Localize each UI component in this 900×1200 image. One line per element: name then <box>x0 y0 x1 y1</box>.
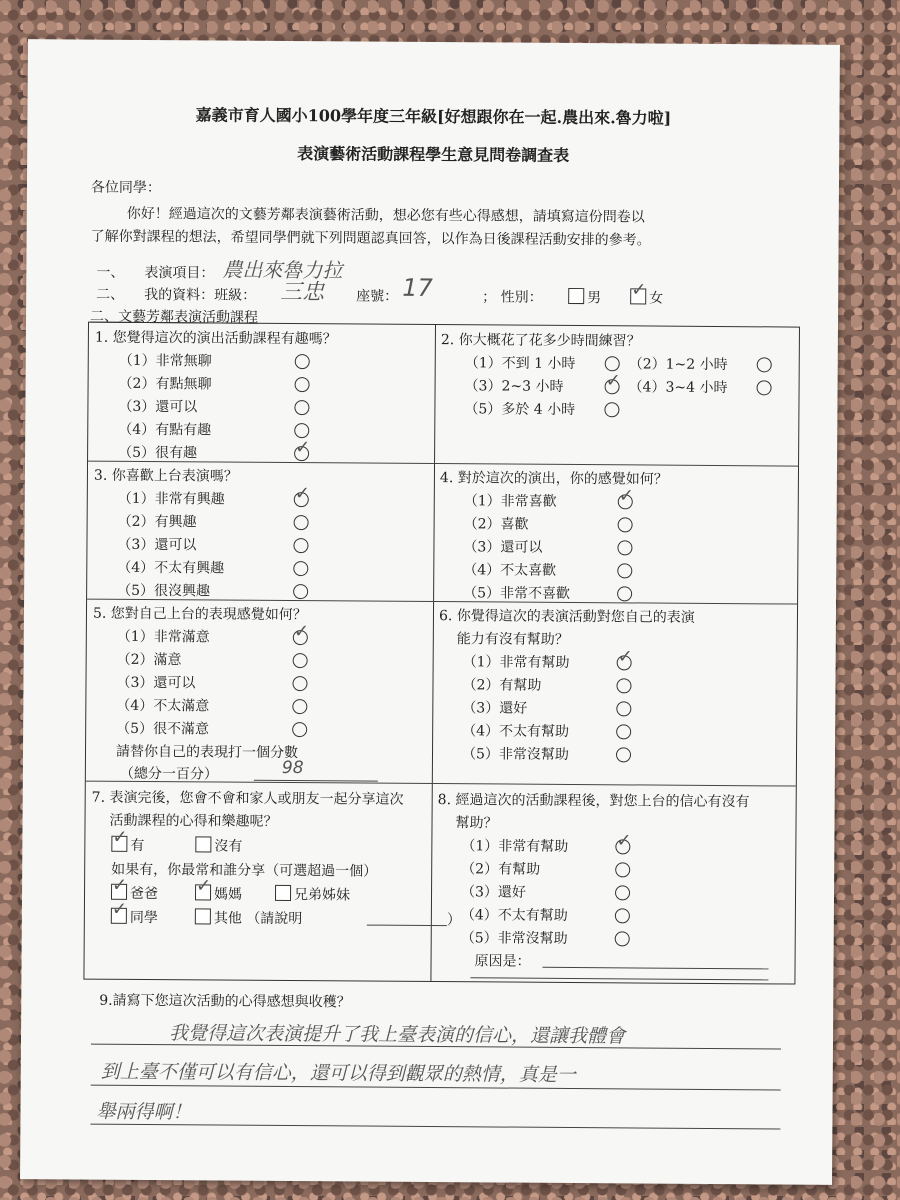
q4-option-3: （3）還可以 <box>463 539 543 556</box>
q1-radio-4[interactable] <box>294 423 309 438</box>
q1-option-1: （1）非常無聊 <box>118 352 212 370</box>
q5-option-3: （3）還可以 <box>116 674 196 692</box>
q4-option-5: （5）非常不喜歡 <box>463 585 571 602</box>
q5-radio-5[interactable] <box>292 722 307 737</box>
q1-radio-2[interactable] <box>295 377 310 392</box>
q2-radio-2[interactable] <box>757 357 772 372</box>
q8-radio-5[interactable] <box>615 931 630 946</box>
male-checkbox[interactable] <box>568 288 584 304</box>
title-line-2: 表演藝術活動課程學生意見問卷調查表 <box>297 144 570 165</box>
q4-question: 4. 對於這次的演出，你的感覺如何？ <box>439 470 668 488</box>
q3-radio-2[interactable] <box>294 515 309 530</box>
q7-other-option[interactable] <box>195 907 303 928</box>
q2-question: 2. 你大概花了花多少時間練習？ <box>440 332 641 350</box>
q5-radio-1[interactable] <box>293 630 308 645</box>
q2-radio-1[interactable] <box>605 356 620 371</box>
q8-option-3: （3）還好 <box>460 884 527 901</box>
section1-label: 表演項目： <box>144 264 215 282</box>
q7-share-prompt: 如果有，你最常和誰分享（可選超過一個） <box>111 861 378 880</box>
q1-radio-3[interactable] <box>294 400 309 415</box>
q5-radio-2[interactable] <box>293 653 308 668</box>
q8-option-5: （5）非常沒幫助 <box>460 930 568 947</box>
q2-option-5: （5）多於 4 小時 <box>464 401 576 419</box>
section3-title: 二、文藝芳鄰表演活動課程 <box>89 308 259 326</box>
q3-radio-1[interactable] <box>294 492 309 507</box>
q4-option-1: （1）非常喜歡 <box>463 493 557 510</box>
q7-mom-label: 媽媽 <box>213 886 243 903</box>
q7-no-option[interactable] <box>195 835 242 855</box>
q6-option-2: （2）有幫助 <box>462 677 542 694</box>
q3-question: 3. 你喜歡上台表演嗎？ <box>93 467 238 485</box>
performance-item-value: 農出來魯力拉 <box>222 257 343 283</box>
q9-answer-line-3 <box>90 1124 780 1130</box>
q3-option-5: （5）很沒興趣 <box>117 582 211 600</box>
q9-answer-text-3[interactable]: 舉兩得啊！ <box>96 1100 192 1124</box>
q8-radio-4[interactable] <box>615 908 630 923</box>
q7-cell <box>84 781 461 981</box>
survey-sheet <box>20 39 840 1185</box>
q5-radio-3[interactable] <box>292 676 307 691</box>
q5-score-prompt: 請替你自己的表現打一個分數 <box>115 743 299 762</box>
q7-yes-checkbox[interactable] <box>111 836 127 852</box>
q7-question-line-2: 活動課程的心得和樂趣呢？ <box>109 812 278 830</box>
q6-radio-4[interactable] <box>616 724 631 739</box>
q3-radio-4[interactable] <box>293 561 308 576</box>
q2-radio-5[interactable] <box>604 402 619 417</box>
q4-option-2: （2）喜歡 <box>463 516 529 533</box>
q7-dad-label: 爸爸 <box>129 885 159 903</box>
q1-radio-5[interactable] <box>294 446 309 461</box>
q3-option-3: （3）還可以 <box>117 536 197 554</box>
q7-mom-option[interactable] <box>195 883 242 903</box>
female-label: 女 <box>649 290 664 307</box>
male-label: 男 <box>587 290 602 307</box>
section2-label: 我的資料：班級： <box>144 286 257 304</box>
q8-reason-line-2[interactable] <box>470 977 768 980</box>
seat-value: 17 <box>402 273 433 303</box>
q2-option-2: （2）1~2 小時 <box>628 356 728 374</box>
q5-option-5: （5）很不滿意 <box>116 720 210 738</box>
q8-question-line-1: 8. 經過這次的活動課程後，對您上台的信心有沒有 <box>437 792 750 811</box>
q7-classmates-checkbox[interactable] <box>111 908 127 924</box>
q3-option-4: （4）不太有興趣 <box>117 559 225 577</box>
q4-radio-3[interactable] <box>617 540 632 555</box>
q7-mom-checkbox[interactable] <box>195 884 211 900</box>
q2-radio-4[interactable] <box>757 380 772 395</box>
q4-radio-5[interactable] <box>617 586 632 601</box>
q5-radio-4[interactable] <box>292 699 307 714</box>
q5-question: 5. 您對自己上台的表現感覺如何？ <box>92 605 307 624</box>
q4-option-4: （4）不太喜歡 <box>463 562 557 579</box>
q7-classmates-option[interactable] <box>111 907 158 927</box>
class-value: 三忠 <box>280 279 325 306</box>
section1-num: 一、 <box>96 264 125 281</box>
q5-option-1: （1）非常滿意 <box>116 628 210 646</box>
female-checkbox[interactable] <box>630 288 646 304</box>
q9-question: 9.請寫下您這次活動的心得感想與收穫？ <box>99 992 351 1011</box>
q6-radio-1[interactable] <box>617 655 632 670</box>
q2-cell <box>434 325 799 466</box>
q8-option-4: （4）不太有幫助 <box>460 907 568 924</box>
q7-yes-label: 有 <box>130 837 145 855</box>
q4-radio-2[interactable] <box>618 517 633 532</box>
seat-label: 座號： <box>356 288 399 305</box>
q1-option-4: （4）有點有趣 <box>118 421 212 439</box>
intro-line-2: 了解你對課程的想法，希望同學們就下列問題認真回答，以作為日後課程活動安排的參考。 <box>90 228 651 249</box>
q6-question-line-1: 6. 你覺得這次的表演活動對您自己的表演 <box>438 608 695 626</box>
q6-cell <box>432 601 797 786</box>
title-line-1: 嘉義市育人國小100學年度三年級[好想跟你在一起.農出來.魯力啦] <box>195 105 672 128</box>
q7-siblings-option[interactable] <box>275 884 350 905</box>
q6-option-1: （1）非常有幫助 <box>462 654 570 671</box>
gender-female-option[interactable] <box>630 287 663 307</box>
q8-reason-label: 原因是： <box>474 953 531 970</box>
gender-male-option[interactable] <box>568 287 601 307</box>
q2-option-1: （1）不到 1 小時 <box>464 355 576 373</box>
questions-grid <box>83 322 800 985</box>
q5-score-value[interactable]: 98 <box>281 757 304 779</box>
q6-option-4: （4）不太有幫助 <box>462 723 570 740</box>
q7-no-label: 沒有 <box>214 838 243 855</box>
q7-other-close: ） <box>446 912 461 929</box>
q5-option-2: （2）滿意 <box>116 651 182 669</box>
q8-reason-line-1[interactable] <box>543 967 769 970</box>
q6-option-3: （3）還好 <box>462 700 528 717</box>
q4-cell <box>433 463 798 604</box>
q7-yes-option[interactable] <box>111 835 144 855</box>
q9-answer-text-1[interactable]: 我覺得這次表演提升了我上臺表演的信心，還讓我體會 <box>168 1022 626 1048</box>
q8-radio-1[interactable] <box>615 839 630 854</box>
q6-option-5: （5）非常沒幫助 <box>461 746 569 763</box>
q7-other-checkbox[interactable] <box>195 908 211 924</box>
section2-num: 二、 <box>96 286 125 303</box>
q6-question-line-2: 能力有沒有幫助？ <box>456 631 569 648</box>
q1-option-3: （3）還可以 <box>118 398 198 416</box>
q7-siblings-checkbox[interactable] <box>275 885 291 901</box>
q9-answer-text-2[interactable]: 到上臺不僅可以有信心，還可以得到觀眾的熱情，真是一 <box>100 1060 576 1087</box>
q2-option-3: （3）2~3 小時 <box>464 378 564 395</box>
q8-radio-3[interactable] <box>615 885 630 900</box>
q2-radio-3[interactable] <box>605 379 620 394</box>
q5-cell <box>86 599 433 783</box>
q5-score-label: （總分一百分） <box>119 765 218 783</box>
q7-classmates-label: 同學 <box>129 909 158 927</box>
q7-other-label: 其他 （請說明 <box>213 910 303 928</box>
q6-radio-5[interactable] <box>616 747 631 762</box>
q3-option-2: （2）有興趣 <box>117 513 197 531</box>
intro-line-1: 你好！經過這次的文藝芳鄰表演藝術活動，想必您有些心得感想，請填寫這份問卷以 <box>126 205 645 226</box>
q7-no-checkbox[interactable] <box>195 836 211 852</box>
q7-dad-checkbox[interactable] <box>111 884 127 900</box>
q4-radio-4[interactable] <box>617 563 632 578</box>
q1-radio-1[interactable] <box>295 354 310 369</box>
q8-cell <box>430 783 795 984</box>
q5-option-4: （4）不太滿意 <box>116 697 210 715</box>
q7-question-line-1: 7. 表演完後，您會不會和家人或朋友一起分享這次 <box>91 789 404 808</box>
q2-option-4: （4）3~4 小時 <box>628 379 728 397</box>
gender-label: ； 性別： <box>482 289 543 306</box>
q3-radio-5[interactable] <box>293 584 308 599</box>
q8-option-1: （1）非常有幫助 <box>461 838 569 855</box>
q6-radio-2[interactable] <box>616 678 631 693</box>
q6-radio-3[interactable] <box>616 701 631 716</box>
q1-option-2: （2）有點無聊 <box>118 375 212 393</box>
q7-siblings-label: 兄弟姊妹 <box>293 887 351 904</box>
q3-cell <box>87 461 434 601</box>
q8-option-2: （2）有幫助 <box>461 861 541 878</box>
greeting: 各位同學： <box>90 179 162 197</box>
q3-option-1: （1）非常有興趣 <box>117 490 225 508</box>
q3-radio-3[interactable] <box>293 538 308 553</box>
q1-cell <box>88 323 435 463</box>
q1-option-5: （5）很有趣 <box>118 444 198 462</box>
q4-radio-1[interactable] <box>618 494 633 509</box>
q8-radio-2[interactable] <box>615 862 630 877</box>
q8-question-line-2: 幫助？ <box>455 815 498 832</box>
q1-question: 1. 您覺得這次的演出活動課程有趣嗎？ <box>94 329 337 348</box>
